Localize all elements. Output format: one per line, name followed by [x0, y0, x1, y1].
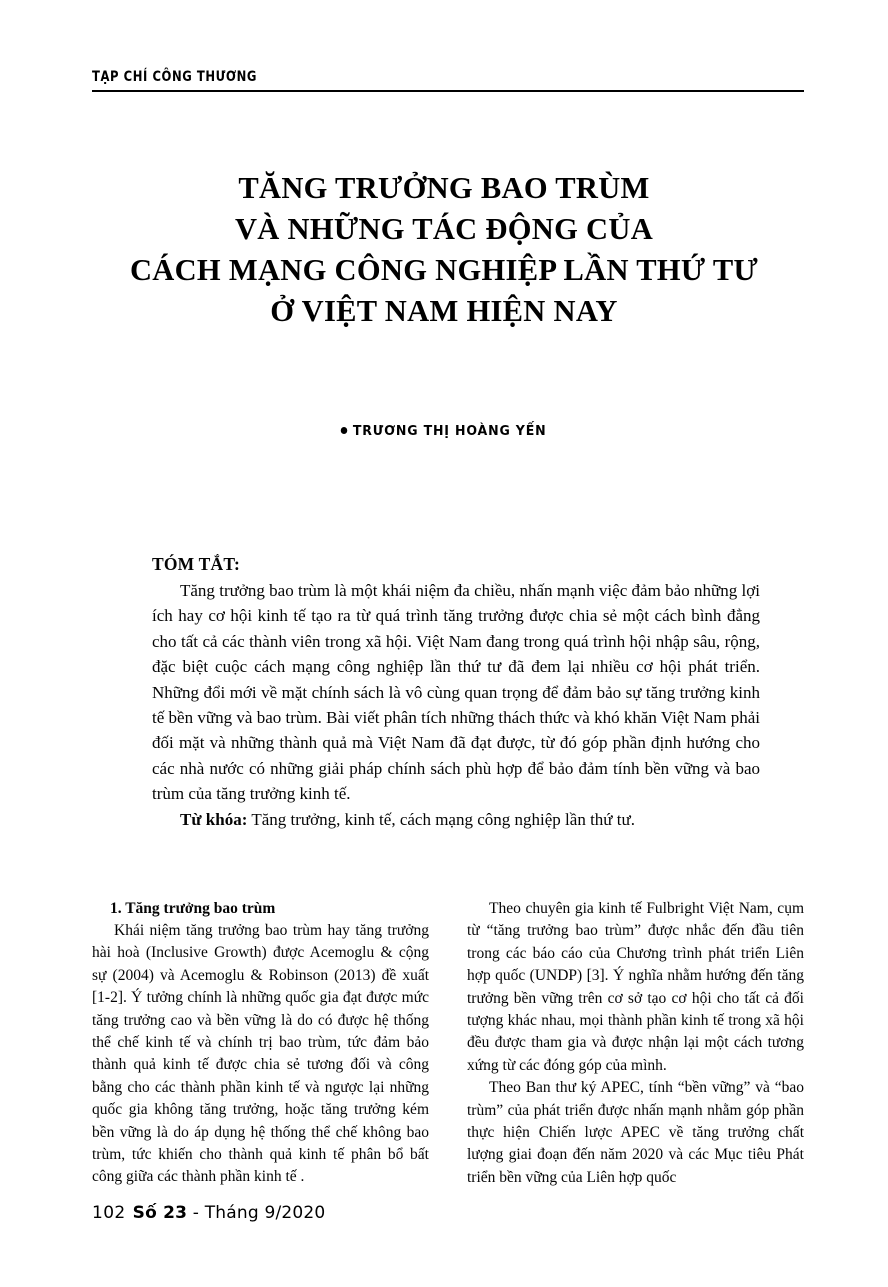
- author-name-wrap: [341, 423, 547, 439]
- masthead: [92, 70, 804, 92]
- author-block: [64, 422, 824, 440]
- masthead-rule: [92, 90, 804, 92]
- column-left: [92, 898, 429, 1189]
- left-paragraph-1: Khái niệm tăng trưởng bao trùm hay tăng trưởng hài hoà (Inclusive Growth) được Acemoglu & cộng sự (2004) và Acemoglu & Robinson (2013) đề xuất [1-2]. Ý tưởng chính là những quốc gia đạt được mức tăng trưởng cao và bền vững là do có được hệ thống thể chế kinh tế và chính trị bao trùm, tức đảm bảo thành quả kinh tế được chia sẻ tương đối và công bằng cho các thành phần kinh tế và ngược lại những quốc gia không tăng trưởng, hoặc tăng trưởng kém bền vững là do áp dụng hệ thống thể chế không bao trùm, tức khiến cho thành quả kinh tế phân bổ bất công giữa các thành phần kinh tế .: [92, 922, 429, 1186]
- journal-name: TẠP CHÍ CÔNG THƯƠNG: [92, 69, 257, 85]
- bullet-icon: [341, 427, 348, 434]
- keywords-text: Tăng trưởng, kinh tế, cách mạng công nghiệp lần thứ tư.: [247, 809, 635, 829]
- right-paragraph-1: Theo chuyên gia kinh tế Fulbright Việt Nam, cụm từ “tăng trưởng bao trùm” được nhắc đến đầu tiên trong các báo cáo của Chương trình phát triển Liên hợp quốc (UNDP) [3]. Ý nghĩa nhằm hướng đến tăng trưởng bền vững trên cơ sở tạo cơ hội cho tất cả đối tượng khác nhau, mọi thành phần kinh tế trong xã hội đều được tham gia và được nhận lại một cách tương xứng từ các đóng góp của mình.: [467, 900, 804, 1074]
- body-columns: [92, 898, 804, 1189]
- title-line-3: CÁCH MẠNG CÔNG NGHIỆP LẦN THỨ TƯ: [129, 253, 759, 287]
- page-footer: [92, 1203, 325, 1223]
- column-right: [467, 898, 804, 1189]
- issue-number: Số 23: [132, 1203, 188, 1223]
- abstract-section: [152, 552, 760, 832]
- abstract-body: Tăng trưởng bao trùm là một khái niệm đa chiều, nhấn mạnh việc đảm bảo những lợi ích hay cơ hội kinh tế tạo ra từ quá trình tăng trưởng được chia sẻ một cách bình đẳng cho tất cả các thành viên trong xã hội. Việt Nam đang trong quá trình hội nhập sâu, rộng, đặc biệt cuộc cách mạng công nghiệp lần thứ tư đã đem lại nhiều cơ hội phát triển. Những đổi mới về mặt chính sách là vô cùng quan trọng để đảm bảo sự tăng trưởng kinh tế bền vững và bao trùm. Bài viết phân tích những thách thức và khó khăn Việt Nam phải đối mặt và những thành quả mà Việt Nam đã đạt được, từ đó góp phần định hướng cho các nhà nước có những giải pháp chính sách phù hợp để bảo đảm tính bền vững và bao trùm của tăng trưởng kinh tế.: [152, 581, 760, 804]
- section-heading-1: 1. Tăng trưởng bao trùm: [110, 900, 276, 917]
- article-title: [64, 168, 824, 332]
- title-line-1: TĂNG TRƯỞNG BAO TRÙM: [238, 171, 650, 205]
- issue-date: - Tháng 9/2020: [187, 1203, 326, 1223]
- right-paragraph-2: Theo Ban thư ký APEC, tính “bền vững” và “bao trùm” của phát triển được nhấn mạnh nhằm góp phần thực hiện Chiến lược APEC về tăng trưởng chất lượng giai đoạn đến năm 2020 và các Mục tiêu Phát triển bền vững của Liên hợp quốc: [467, 1079, 804, 1186]
- keywords-line: [152, 807, 760, 832]
- title-line-4: Ở VIỆT NAM HIỆN NAY: [270, 294, 618, 328]
- keywords-label: Từ khóa:: [180, 809, 248, 829]
- author-name: TRƯƠNG THỊ HOÀNG YẾN: [353, 423, 547, 439]
- page-number: 102: [92, 1203, 126, 1223]
- abstract-heading: TÓM TẮT:: [152, 554, 240, 574]
- title-line-2: VÀ NHỮNG TÁC ĐỘNG CỦA: [234, 212, 654, 246]
